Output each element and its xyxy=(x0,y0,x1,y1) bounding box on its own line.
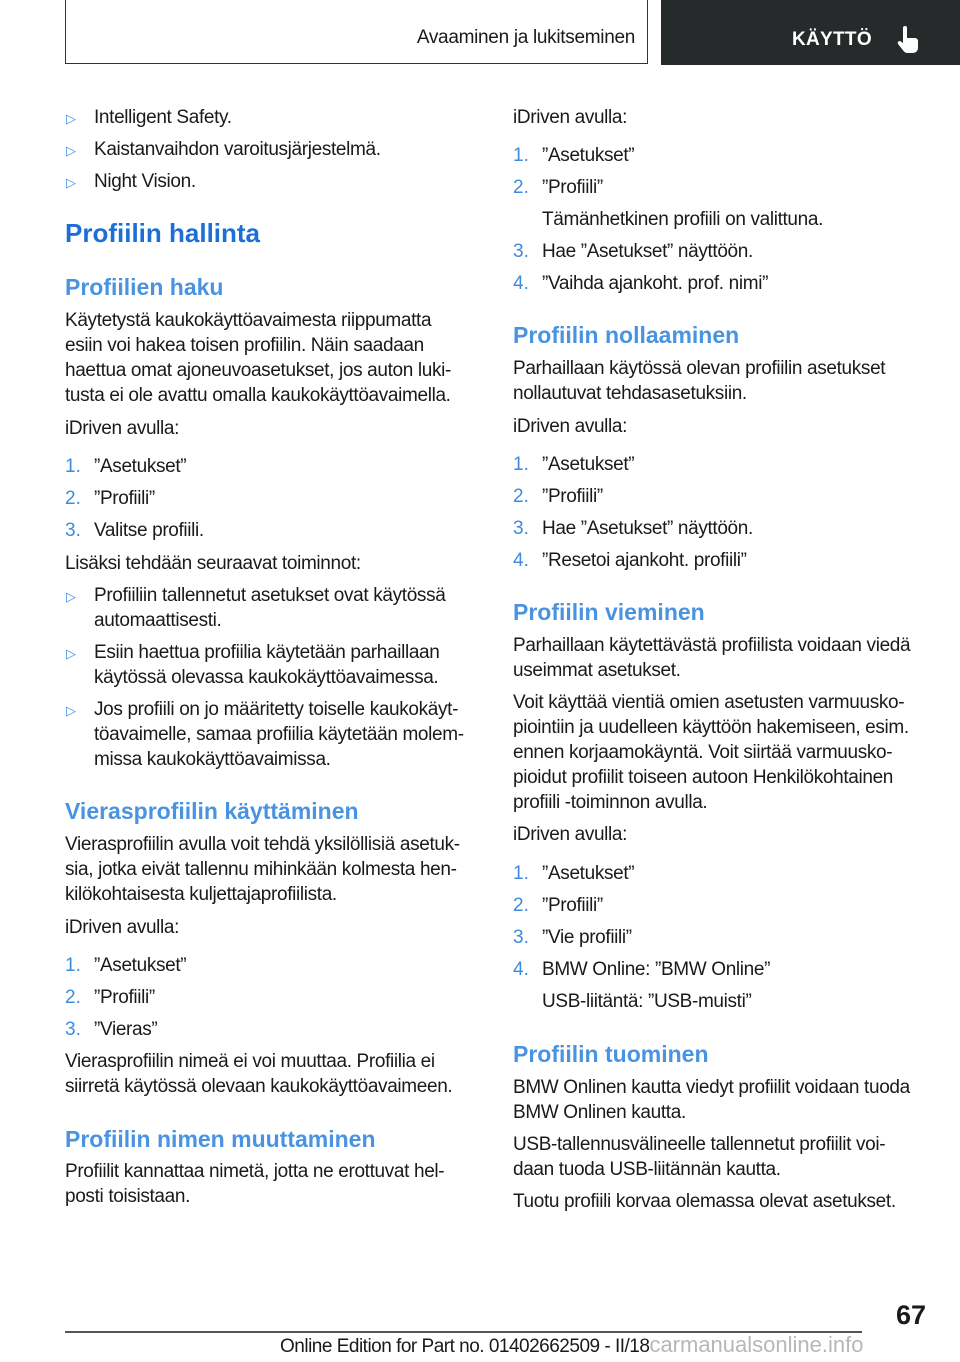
text-line: USB-tallennusvälineelle tallennetut profiilit voi- xyxy=(513,1133,886,1155)
footer xyxy=(280,1332,863,1358)
text-line: Profiilin vieminen xyxy=(513,599,705,625)
text-line: profiili -toiminnon avulla. xyxy=(513,791,708,813)
step-number: 2. xyxy=(513,485,529,507)
bullet-triangle-icon: ▷ xyxy=(66,645,76,661)
text-line: ennen korjaamokäyntä. Voit siirtää varmuusko- xyxy=(513,741,893,763)
page-number: 67 xyxy=(896,1300,927,1330)
text-line: ”Profiili” xyxy=(542,176,603,198)
text-line: posti toisistaan. xyxy=(65,1185,191,1207)
text-line: Voit käyttää vientiä omien asetusten varmuusko- xyxy=(513,691,905,713)
chapter-tab-label: KÄYTTÖ xyxy=(792,29,872,50)
text-line: iDriven avulla: xyxy=(513,415,628,437)
text-line: haettua omat ajoneuvoasetukset, jos auton luki- xyxy=(65,359,451,381)
bullet-triangle-icon: ▷ xyxy=(66,142,76,158)
text-line: Käytetystä kaukokäyttöavaimesta riippumatta xyxy=(65,309,432,331)
step-number: 3. xyxy=(65,519,81,541)
text-line: Parhaillaan käytettävästä profiilista voidaan viedä xyxy=(513,634,911,656)
watermark: carmanualsonline.info xyxy=(649,1332,864,1357)
text-line: ”Vieras” xyxy=(94,1018,158,1040)
bullet-triangle-icon: ▷ xyxy=(66,702,76,718)
text-line: daan tuoda USB-liitännän kautta. xyxy=(513,1158,781,1180)
text-line: Profiilin nimen muuttaminen xyxy=(65,1126,376,1152)
text-line: ”Profiili” xyxy=(542,485,603,507)
text-line: iDriven avulla: xyxy=(65,916,180,938)
text-line: Jos profiili on jo määritetty toiselle kaukokäyt- xyxy=(94,698,459,720)
text-line: ”Vie profiili” xyxy=(542,926,632,948)
text-line: ”Profiili” xyxy=(94,487,155,509)
bullet-triangle-icon: ▷ xyxy=(66,588,76,604)
text-line: iDriven avulla: xyxy=(513,823,628,845)
text-line: töavaimelle, samaa profiilia käytetään molem- xyxy=(94,723,464,745)
text-line: käytössä olevassa kaukokäyttöavaimessa. xyxy=(94,666,439,688)
text-line: iDriven avulla: xyxy=(513,106,628,128)
text-line: Profiilin tuominen xyxy=(513,1041,709,1067)
text-line: BMW Online: ”BMW Online” xyxy=(542,958,771,980)
text-line: Lisäksi tehdään seuraavat toiminnot: xyxy=(65,552,361,574)
step-number: 2. xyxy=(513,894,529,916)
header-section-box xyxy=(65,0,648,64)
text-line: Profiilit kannattaa nimetä, jotta ne erottuvat hel- xyxy=(65,1160,445,1182)
text-line: Profiilin nollaaminen xyxy=(513,322,740,348)
bullet-triangle-icon: ▷ xyxy=(66,174,76,190)
text-line: Hae ”Asetukset” näyttöön. xyxy=(542,240,753,262)
text-line: Parhaillaan käytössä olevan profiilin asetukset xyxy=(513,357,886,379)
text-line: ”Asetukset” xyxy=(94,954,187,976)
text-line: iDriven avulla: xyxy=(65,417,180,439)
text-line: ”Asetukset” xyxy=(542,453,635,475)
step-number: 1. xyxy=(513,862,529,884)
step-number: 4. xyxy=(513,272,529,294)
text-line: useimmat asetukset. xyxy=(513,659,681,681)
text-line: siirretä käytössä olevaan kaukokäyttöavaimeen. xyxy=(65,1075,453,1097)
text-line: ”Vaihda ajankoht. prof. nimi” xyxy=(542,272,769,294)
step-number: 1. xyxy=(513,144,529,166)
step-number: 4. xyxy=(513,549,529,571)
pointing-hand-icon xyxy=(897,26,919,54)
text-line: USB-liitäntä: ”USB-muisti” xyxy=(542,990,752,1012)
text-line: Profiilien haku xyxy=(65,274,224,300)
text-line: Vierasprofiilin avulla voit tehdä yksilöllisiä asetuk- xyxy=(65,833,460,855)
text-line: esiin voi hakea toisen profiilin. Näin saadaan xyxy=(65,334,424,356)
text-line: ”Asetukset” xyxy=(94,455,187,477)
text-line: missa kaukokäyttöavaimissa. xyxy=(94,748,331,770)
text-line: ”Asetukset” xyxy=(542,862,635,884)
text-line: kilökohtaisesta kuljettajaprofiilista. xyxy=(65,883,337,905)
step-number: 1. xyxy=(65,954,81,976)
text-line: Valitse profiili. xyxy=(94,519,204,541)
step-number: 4. xyxy=(513,958,529,980)
step-number: 3. xyxy=(65,1018,81,1040)
step-number: 2. xyxy=(513,176,529,198)
step-number: 3. xyxy=(513,240,529,262)
section-title: Avaaminen ja lukitseminen xyxy=(416,27,635,48)
step-number: 2. xyxy=(65,487,81,509)
edition-text: Online Edition for Part no. 01402662509 - II/18 xyxy=(280,1336,650,1357)
text-line: ”Profiili” xyxy=(94,986,155,1008)
text-line: Tuotu profiili korvaa olemassa olevat asetukset. xyxy=(513,1190,896,1212)
text-line: BMW Onlinen kautta viedyt profiilit voidaan tuoda xyxy=(513,1076,910,1098)
text-line: pioidut profiilit toiseen autoon Henkilökohtainen xyxy=(513,766,894,788)
text-line: Tämänhetkinen profiili on valittuna. xyxy=(542,208,824,230)
step-number: 2. xyxy=(65,986,81,1008)
text-line: tusta ei ole avattu omalla kaukokäyttöavaimella. xyxy=(65,384,451,406)
text-line: Vierasprofiilin nimeä ei voi muuttaa. Profiilia ei xyxy=(65,1050,435,1072)
step-number: 1. xyxy=(513,453,529,475)
step-number: 1. xyxy=(65,455,81,477)
text-line: sia, jotka eivät tallennu mihinkään kolmesta hen- xyxy=(65,858,457,880)
text-line: Kaistanvaihdon varoitusjärjestelmä. xyxy=(94,138,381,160)
text-line: Vierasprofiilin käyttäminen xyxy=(65,798,359,824)
text-line: piointiin ja uudelleen käyttöön hakemiseen, esim. xyxy=(513,716,909,738)
step-number: 3. xyxy=(513,926,529,948)
text-line: Profiiliin tallennetut asetukset ovat käytössä xyxy=(94,584,446,606)
text-line: Profiilin hallinta xyxy=(65,218,261,248)
text-line: nollautuvat tehdasasetuksiin. xyxy=(513,382,747,404)
text-line: Esiin haettua profiilia käytetään parhaillaan xyxy=(94,641,440,663)
text-line: BMW Onlinen kautta. xyxy=(513,1101,686,1123)
step-number: 3. xyxy=(513,517,529,539)
text-line: automaattisesti. xyxy=(94,609,222,631)
text-line: Intelligent Safety. xyxy=(94,106,232,128)
chapter-tab xyxy=(661,0,960,65)
text-line: Night Vision. xyxy=(94,170,196,192)
text-line: Hae ”Asetukset” näyttöön. xyxy=(542,517,753,539)
bullet-triangle-icon: ▷ xyxy=(66,110,76,126)
text-line: ”Resetoi ajankoht. profiili” xyxy=(542,549,747,571)
text-line: ”Profiili” xyxy=(542,894,603,916)
text-line: ”Asetukset” xyxy=(542,144,635,166)
